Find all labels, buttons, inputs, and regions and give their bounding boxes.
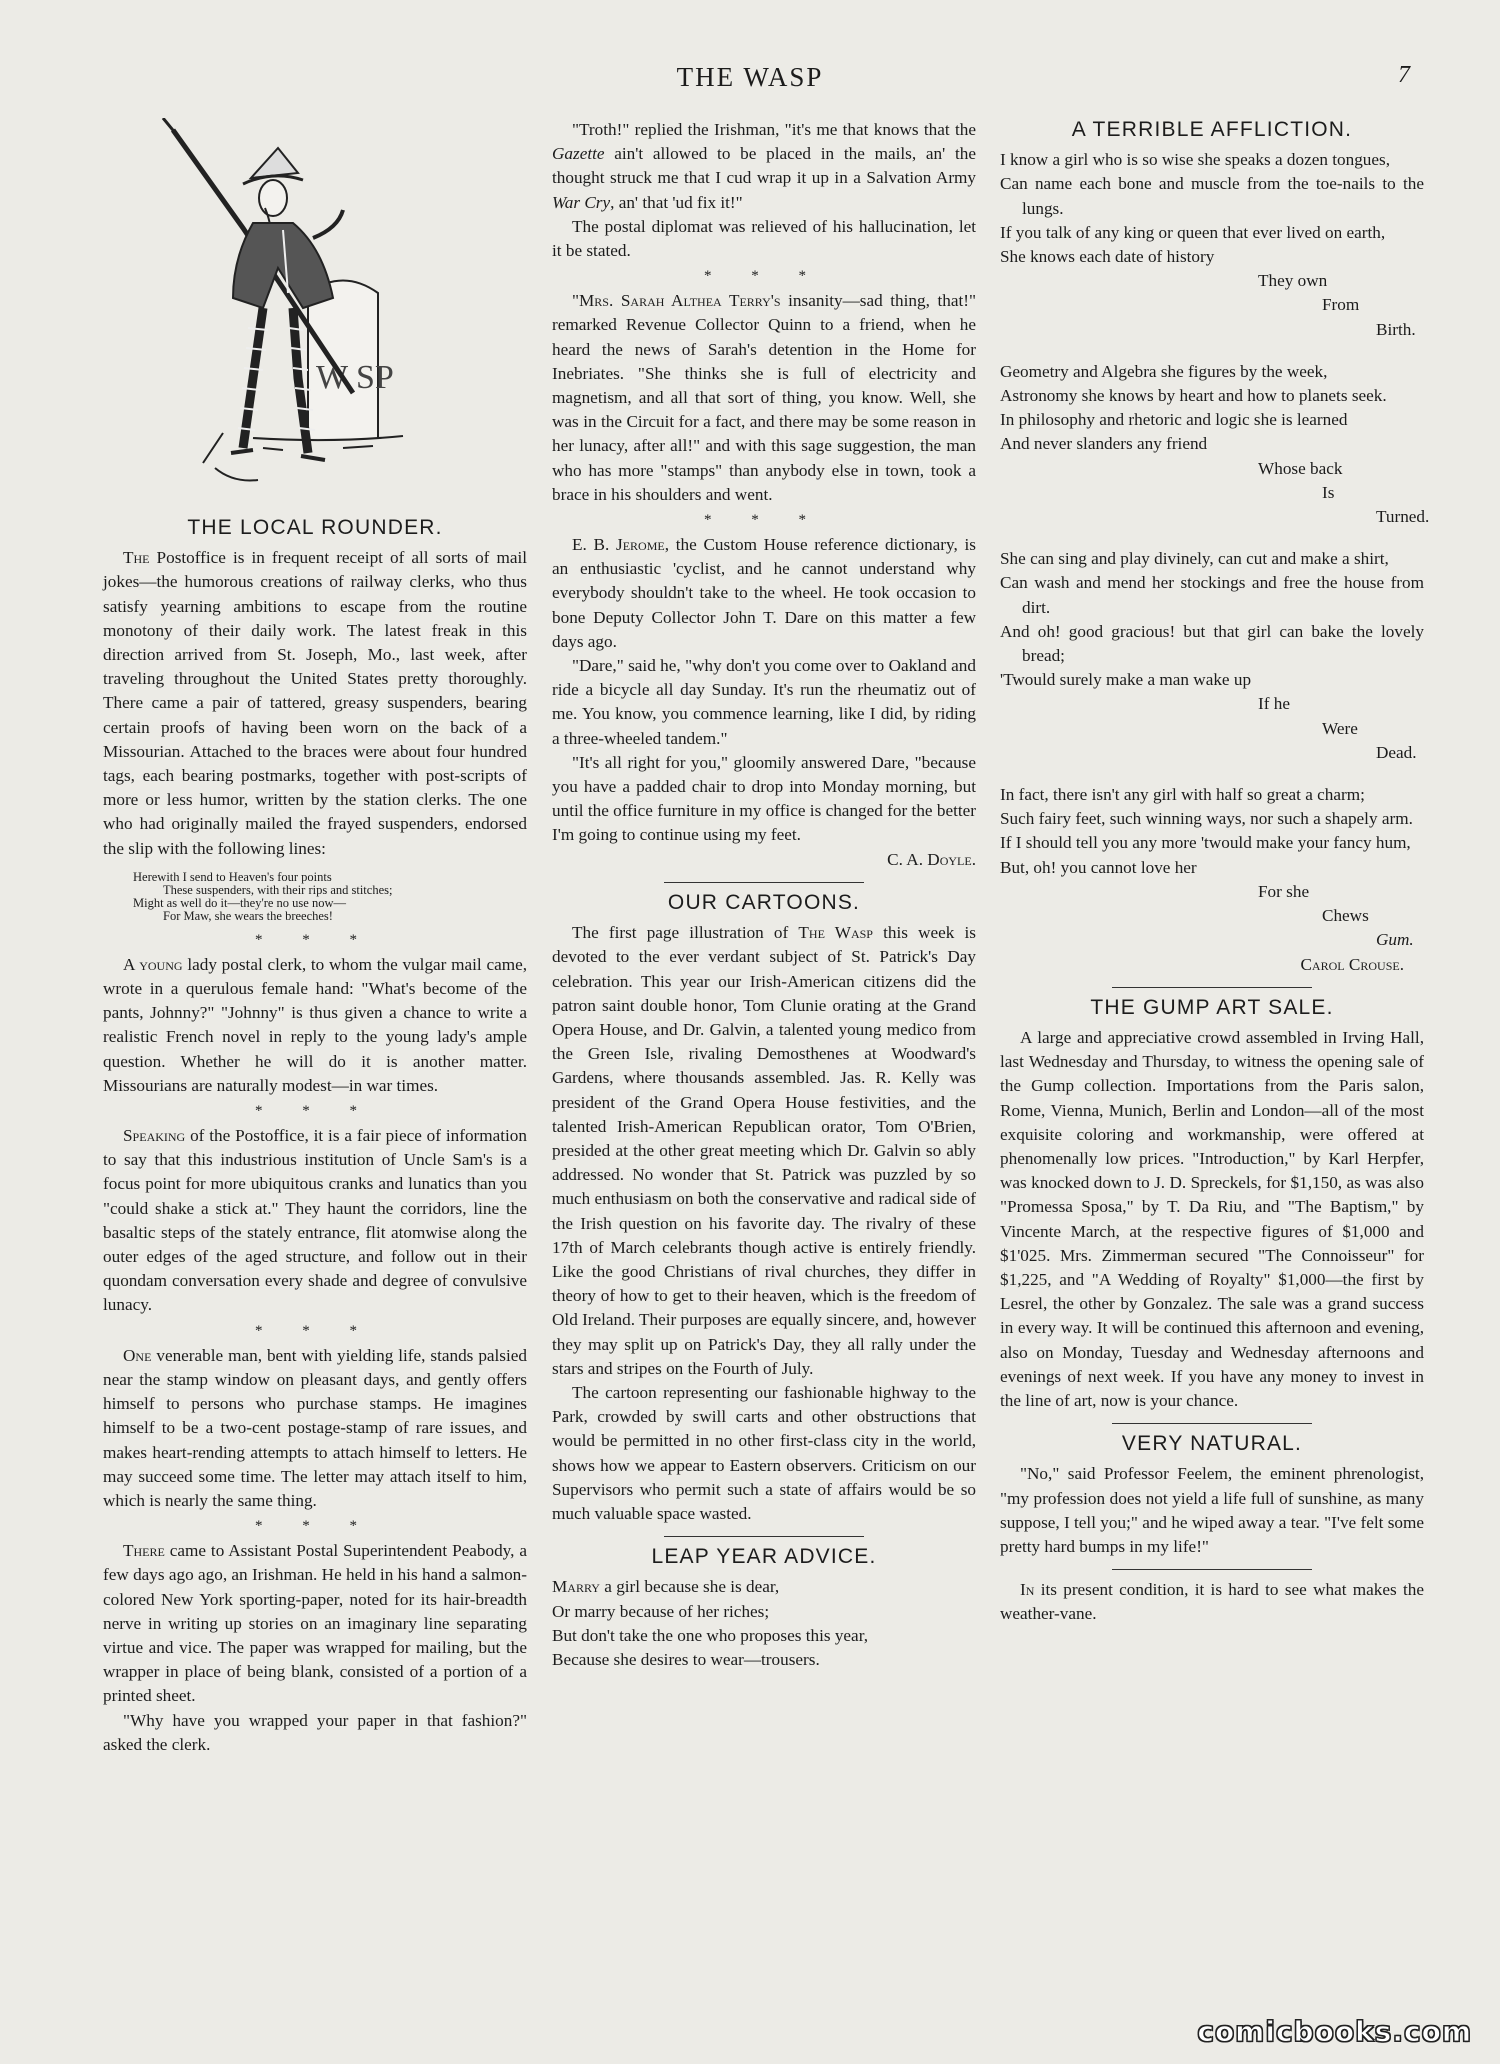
poem-line: If you talk of any king or queen that ever lived on earth, — [1000, 222, 1386, 242]
illustration — [103, 118, 527, 508]
paragraph — [552, 921, 976, 1381]
paragraph: "Why have you wrapped your paper in that fashion?" asked the clerk. — [103, 1710, 527, 1754]
section-divider: * * * — [704, 512, 824, 529]
paragraph — [103, 1124, 527, 1318]
publication-name: The Wasp — [798, 923, 873, 943]
section-divider: * * * — [255, 1518, 375, 1535]
poem-line: Birth. — [1376, 319, 1416, 339]
masthead-title: THE WASP — [676, 62, 824, 92]
paragraph — [1000, 1578, 1424, 1626]
paragraph-text: of the Postoffice, it is a fair piece of information to say that this industrious institution of Uncle Sam's is a focus point for more ubiquitous cranks and lunatics than you "could shake a stick at." They haunt the corridors, line the basaltic steps of the stately entrance, flit atomwise along the outer edges of the aged structure, and follow out in their quondam conversation every shade and degree of convulsive lunacy. — [103, 1126, 527, 1315]
poem-line: If he — [1258, 694, 1290, 714]
poem-line: But don't take the one who proposes this year, — [552, 1625, 869, 1645]
paragraph — [103, 953, 527, 1098]
poem-line: Turned. — [1376, 507, 1430, 527]
lead-word: In — [1020, 1580, 1035, 1600]
poem-line: From — [1322, 295, 1360, 315]
poem-line: 'Twould surely make a man wake up — [1000, 670, 1252, 690]
paragraph — [103, 546, 527, 861]
poem-line: And oh! good gracious! but that girl can bake the lovely bread; — [1000, 621, 1424, 666]
divider-rule — [1112, 1569, 1312, 1570]
poem-terrible-affliction — [1000, 148, 1430, 952]
lead-word: A young — [123, 954, 183, 974]
paragraph-text: "Troth!" replied the Irishman, "it's me that knows that the — [572, 120, 976, 139]
poem-line: Astronomy she knows by heart and how to planets seek. — [1000, 386, 1387, 406]
verse-block — [133, 871, 527, 923]
headline-terrible-affliction: A TERRIBLE AFFLICTION. — [1071, 118, 1353, 141]
divider-rule — [664, 882, 864, 883]
paragraph — [103, 1344, 527, 1513]
poem-line: Can wash and mend her stockings and free the house from dirt. — [1000, 573, 1424, 617]
poem-line: Can name each bone and muscle from the toe-nails to the lungs. — [1000, 174, 1424, 218]
poem-line: Is — [1322, 482, 1335, 502]
lead-word: There — [123, 1541, 165, 1561]
paragraph-text: insanity—sad thing, that!" remarked Revenue Collector Quinn to a friend, when he heard the news of Sarah's detention in the Home for Inebriates. "She thinks she is full of electricity and magnetism, and all that sort of thing, you know. Well, she was in the Circuit for a fact, and there may be some reason in her lunacy, after all!" and with this sage suggestion, the man who has more "stamps" than anybody else in town, took a brace in his shoulders and went. — [552, 291, 976, 504]
paragraph — [552, 289, 976, 507]
paragraph: A large and appreciative crowd assembled in Irving Hall, last Wednesday and Thursday, to witness the opening sale of the Gump collection. Importations from the Paris salon, Rome, Vienna, Munich, Berlin and London—all of the most exquisite coloring and workmanship, were offered at phenomenally low prices. "Introduction," by Karl Herpfer, was knocked down to J. D. Spreckels, for $1,150, as was also "Promessa Sposa," by T. Da Riu, and "The Baptism," by Vincente March, at the respective figures of $1,000 and $1'025. Mrs. Zimmerman secured "The Connoisseur" for $1,225, and "A Wedding of Royalty" $1,000—the first by Lesrel, the other by Gonzalez. The sale was a grand success in every way. It will be continued this afternoon and evening, also on Monday, Tuesday and Wednesday afternoons and evenings of next week. If you have any money to invest in the line of art, now is your chance. — [1000, 1027, 1424, 1410]
headline-very-natural: VERY NATURAL. — [1121, 1432, 1303, 1456]
author-signature: Carol Crouse. — [1300, 954, 1404, 974]
uncle-sam-pen-figure-icon — [103, 118, 527, 508]
section-divider: * * * — [255, 931, 375, 948]
paragraph — [552, 533, 976, 654]
author-signature: C. A. Doyle. — [887, 849, 976, 869]
paragraph-text: Postoffice is in frequent receipt of all sorts of mail jokes—the humorous creations of railway clerks, who thus satisfy yearning ambitions to escape from the routine monotony of their daily work. The latest freak in this direction arrived from St. Joseph, Mo., last week, after traveling throughout the United States pretty thoroughly. There came a pair of tattered, greasy suspenders, bearing certain proofs of having been worn on the back of a Missourian. Attached to the braces were about four hundred tags, each bearing postmarks, together with post-scripts of more or less humor, written by the station clerks. The one who had originally mailed the frayed suspenders, endorsed the slip with the following lines: — [103, 548, 527, 858]
divider-rule — [664, 1536, 864, 1537]
paragraph-text: venerable man, bent with yielding life, stands palsied near the stamp window on pleasant days, and gently offers himself to persons who purchase stamps. He imagines himself to be a two-cent postage-stamp of rare issues, and makes heart-rending attempts to attach himself to letters. He may succeed some time. The letter may attach itself to him, which is nearly the same thing. — [103, 1345, 527, 1510]
headline-our-cartoons: OUR CARTOONS. — [667, 890, 861, 914]
paragraph-text: this week is devoted to the ever verdant subject of St. Patrick's Day celebration. This year our Irish-American citizens did the patron saint double honor, Tom Clunie orating at the Grand Opera House, and Dr. Galvin, a talented young medico from the Green Isle, rivaling Demosthenes at Woodward's Gardens, where thousands assembled. Jas. R. Kelly was president of the Grand Opera House festivities, and the talented Irish-American Republican orator, Tom O'Brien, presided at the other great meeting which Dr. Galvin so ably addressed. No wonder that St. Patrick was puzzled by so much enthusiasm on both the conservative and radical side of the Irish question on his favorite day. The rivalry of these 17th of March celebrants though active is entirely friendly. Like the good Christians of rival churches, they differ in theory of how to get to their heaven, which is the freedom of Old Ireland. Their purposes are equally sincere, and, however they may split up on Patrick's Day, they all rally under the stars and stripes on the Fourth of July. — [552, 923, 976, 1378]
divider-rule — [1112, 987, 1312, 988]
poem-line: But, oh! you cannot love her — [1000, 857, 1197, 877]
poem-line: For she — [1258, 881, 1310, 901]
poem-line: Chews — [1322, 906, 1369, 926]
paragraph — [103, 1539, 527, 1708]
poem-line: In fact, there isn't any girl with half so great a charm; — [1000, 785, 1365, 805]
verse-line: Herewith I send to Heaven's four points — [133, 869, 332, 884]
poem-line: Such fairy feet, such winning ways, nor such a shapely arm. — [1000, 809, 1413, 829]
section-divider: * * * — [255, 1322, 375, 1339]
lead-word: E. B. Jerome — [572, 535, 665, 555]
italic-title: Gazette — [552, 144, 605, 164]
column-1 — [103, 118, 527, 1757]
headline-local-rounder: THE LOCAL ROUNDER. — [187, 516, 443, 539]
paragraph: "It's all right for you," gloomily answered Dare, "because you have a padded chair to drop into Monday morning, but until the office furniture in my office is changed for the better I'm going to continue using my feet. — [552, 752, 976, 845]
sign-text: W SP — [316, 359, 394, 396]
watermark: comicbooks.com — [1197, 2015, 1472, 2048]
lead-word: Marry — [552, 1577, 600, 1597]
headline-leap-year-advice: LEAP YEAR ADVICE. — [651, 1545, 877, 1569]
poem-line: They own — [1258, 271, 1328, 291]
poem-line: She can sing and play divinely, can cut and make a shirt, — [1000, 549, 1389, 569]
lead-word: The — [123, 548, 150, 568]
verse-line: For Maw, she wears the breeches! — [163, 908, 333, 923]
paragraph-text: lady postal clerk, to whom the vulgar mail came, wrote in a querulous female hand: "What's become of the pants, Johnny?" "Johnny" is thus given a chance to write a realistic French novel in reply to the young lady's ample question. Whether he will do it is another matter. Missourians are naturally modest—in war times. — [103, 954, 528, 1095]
poem-line: Were — [1322, 718, 1358, 738]
paragraph-text: , an' that 'ud fix it!" — [610, 192, 743, 212]
poem-line: Because she desires to wear—trousers. — [552, 1649, 820, 1669]
column-2 — [552, 118, 976, 1672]
poem-line: Dead. — [1376, 742, 1417, 762]
poem-line: Geometry and Algebra she figures by the week, — [1000, 361, 1328, 381]
divider-rule — [1112, 1423, 1312, 1424]
paragraph: "No," said Professor Feelem, the eminent phrenologist, "my profession does not yield a life full of sunshine, as many suppose, I tell you;" and he wiped away a tear. "I've felt some pretty hard bumps in my life!" — [1000, 1464, 1424, 1556]
section-divider: * * * — [255, 1103, 375, 1120]
poem-line — [552, 1575, 976, 1599]
verse-line: Might as well do it—they're no use now— — [133, 895, 346, 910]
poem-leap-year — [552, 1575, 976, 1672]
paragraph — [552, 118, 976, 215]
poem-line-text: a girl because she is dear, — [599, 1577, 780, 1597]
section-divider: * * * — [704, 268, 824, 285]
poem-line: Gum. — [1376, 930, 1414, 950]
paragraph: "Dare," said he, "why don't you come over to Oakland and ride a bicycle all day Sunday. It's run the rheumatiz out of me. You know, you commence learning, like I did, by riding a three-wheeled tandem." — [552, 656, 976, 748]
lead-word: Speaking — [123, 1126, 186, 1146]
poem-line: Whose back — [1258, 458, 1343, 478]
poem-line: She knows each date of history — [1000, 247, 1215, 267]
paragraph-text: The first page illustration of — [572, 923, 799, 943]
masthead — [0, 62, 1500, 96]
poem-line: I know a girl who is so wise she speaks a dozen tongues, — [1000, 150, 1390, 170]
verse-line: These suspenders, with their rips and stitches; — [163, 882, 393, 897]
paragraph-text: ain't allowed to be placed in the mails, an' the thought struck me that I cud wrap it up in a Salvation Army — [552, 144, 976, 188]
paragraph-text: came to Assistant Postal Superintendent Peabody, a few days ago ago, an Irishman. He held in his hand a salmon-colored New York sporting-paper, noted for its hair-breadth nerve in writing up stories on an imaginary line separating virtue and vice. The paper was wrapped for mailing, but the wrapper in place of being blank, consisted of a portion of a printed sheet. — [103, 1541, 527, 1706]
poem-line: And never slanders any friend — [1000, 434, 1208, 454]
column-3 — [1000, 118, 1430, 1627]
paragraph-text: , the Custom House reference dictionary, is an enthusiastic 'cyclist, and he cannot understand why everybody shouldn't take to the wheel. He took occasion to bone Deputy Collector John T. Dare on this matter a few days ago. — [552, 535, 976, 651]
poem-line: If I should tell you any more 'twould make your fancy hum, — [1000, 833, 1411, 853]
paragraph: The cartoon representing our fashionable highway to the Park, crowded by swill carts and other obstructions that would be permitted in no other first-class city in the world, shows how we appear to Eastern observers. Criticism on our Supervisors who permit such a state of affairs would be so much valuable space wasted. — [552, 1382, 976, 1523]
headline-gump-art-sale: THE GUMP ART SALE. — [1090, 995, 1334, 1019]
poem-line: Or marry because of her riches; — [552, 1601, 770, 1621]
italic-title: War Cry — [552, 192, 611, 212]
poem-line: In philosophy and rhetoric and logic she is learned — [1000, 410, 1348, 430]
page-number: 7 — [1398, 62, 1410, 88]
lead-word: One — [123, 1345, 152, 1365]
paragraph: The postal diplomat was relieved of his hallucination, let it be stated. — [552, 216, 976, 261]
lead-word: "Mrs. Sarah Althea Terry's — [572, 291, 781, 311]
paragraph-text: its present condition, it is hard to see what makes the weather-vane. — [1000, 1580, 1424, 1624]
